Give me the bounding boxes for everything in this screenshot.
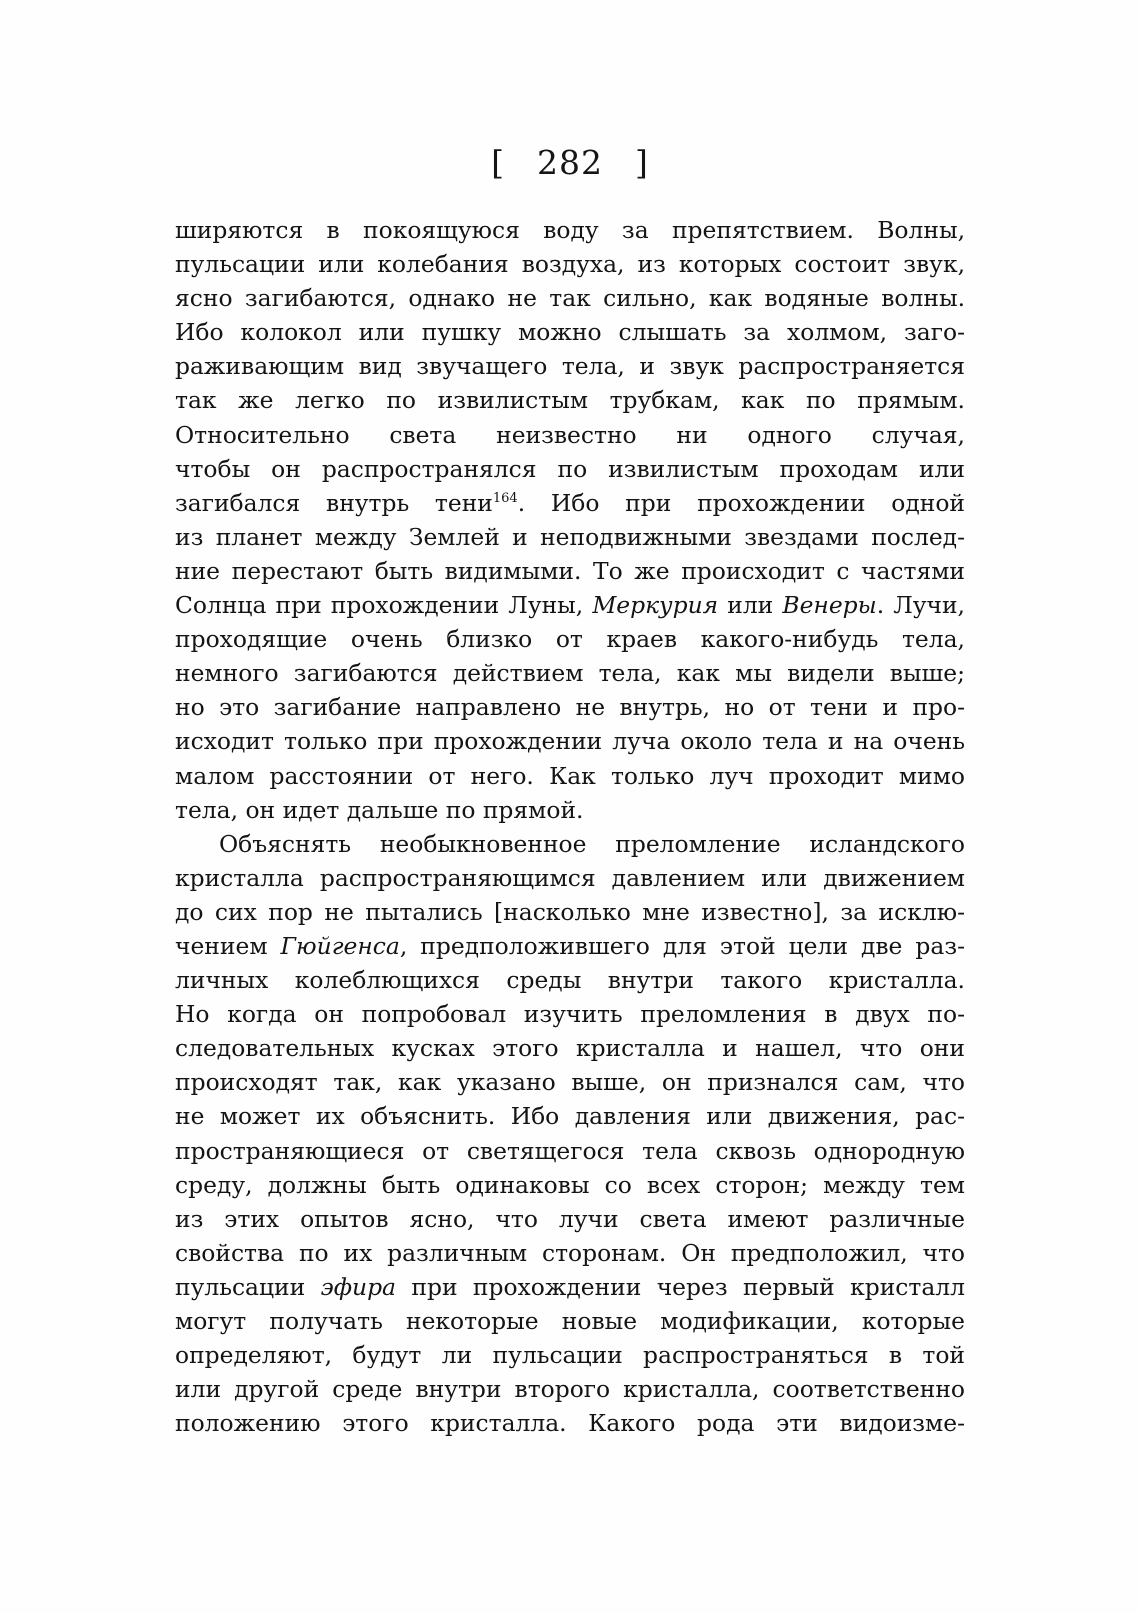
text-line: но это загибание направлено не внутрь, но от тени и про- (175, 693, 965, 722)
text-line: кристалла распространяющимся давлением или движением (175, 863, 965, 892)
text-line: могут получать некоторые новые модификации, которые (175, 1307, 965, 1335)
text-line: личных колеблющихся среды внутри такого кристалла. (175, 966, 965, 995)
text-line: ние перестают быть видимыми. То же происходит с частями (175, 556, 965, 585)
italic-name: Меркурия (592, 591, 719, 620)
text-segment: пульсации (175, 1272, 306, 1301)
text-line: немного загибаются действием тела, как мы видели выше; (175, 659, 965, 688)
text-line: Но когда он попробовал изучить преломления в двух по- (175, 1000, 965, 1029)
text-line-with-footnote (175, 486, 965, 520)
body-text (175, 213, 965, 1440)
text-line: определяют, будут ли пульсации распространяться в той (175, 1341, 965, 1370)
text-line: тела, он идет дальше по прямой. (175, 795, 584, 824)
text-segment: или (727, 591, 774, 620)
text-line: пульсации или колебания воздуха, из которых состоит звук, (175, 250, 965, 279)
text-segment: загибался внутрь тени (175, 488, 493, 517)
text-line: положению этого кристалла. Какого рода эти видоизме- (175, 1409, 965, 1438)
paragraph-2 (175, 827, 965, 1441)
text-segment: . Ибо при прохождении одной (517, 488, 965, 517)
text-line: следовательных кусках этого кристалла и нашел, что они (175, 1034, 965, 1063)
text-line: малом расстоянии от него. Как только луч проходит мимо (175, 761, 965, 790)
text-line: свойства по их различным сторонам. Он предположил, что (175, 1238, 965, 1267)
text-line: исходит только при прохождении луча около тела и на очень (175, 727, 965, 756)
page-number: 282 (537, 143, 603, 182)
text-segment: при прохождении через первый кристалл (411, 1272, 965, 1301)
text-segment: чением (175, 931, 268, 960)
text-line: Ибо колокол или пушку можно слышать за холмом, заго- (175, 318, 965, 347)
text-line: из планет между Землей и неподвижными звездами послед- (175, 522, 965, 551)
text-segment: Объяснять необыкновенное преломление исландского (219, 829, 965, 858)
left-bracket: [ (491, 143, 505, 182)
italic-name: Гюйгенса (280, 931, 400, 960)
paragraph-1 (175, 213, 965, 827)
text-line-with-italics (175, 929, 965, 963)
text-line-with-italics (175, 1270, 965, 1304)
footnote-marker: 164 (492, 490, 518, 506)
text-line: пространяющиеся от светящегося тела сквозь однородную (175, 1136, 965, 1165)
text-line: Относительно света неизвестно ни одного случая, (175, 420, 965, 449)
italic-term: эфира (320, 1272, 396, 1301)
italic-name: Венеры (782, 591, 877, 620)
text-line-indented (175, 827, 965, 861)
text-segment: Солнца при прохождении Луны, (175, 591, 584, 620)
text-line: происходят так, как указано выше, он признался сам, что (175, 1068, 965, 1097)
text-line: из этих опытов ясно, что лучи света имеют различные (175, 1204, 965, 1233)
text-line: так же легко по извилистым трубкам, как по прямым. (175, 386, 965, 415)
text-line: не может их объяснить. Ибо давления или движения, рас- (175, 1102, 965, 1131)
right-bracket: ] (635, 143, 649, 182)
text-segment: , предположившего для этой цели две раз- (399, 931, 965, 960)
text-line: проходящие очень близко от краев какого-нибудь тела, (175, 625, 965, 654)
text-line: ширяются в покоящуюся воду за препятствием. Волны, (175, 216, 965, 244)
text-line: раживающим вид звучащего тела, и звук распространяется (175, 352, 965, 381)
text-line: чтобы он распространялся по извилистым проходам или (175, 454, 965, 483)
text-line: ясно загибаются, однако не так сильно, как водяные волны. (175, 284, 965, 313)
text-line: или другой среде внутри второго кристалла, соответственно (175, 1375, 965, 1404)
text-line-with-italics (175, 588, 965, 622)
text-line: среду, должны быть одинаковы со всех сторон; между тем (175, 1170, 965, 1199)
text-line: до сих пор не пытались [насколько мне известно], за исклю- (175, 897, 965, 926)
page-header (0, 143, 1140, 182)
text-segment: . Лучи, (876, 591, 965, 620)
